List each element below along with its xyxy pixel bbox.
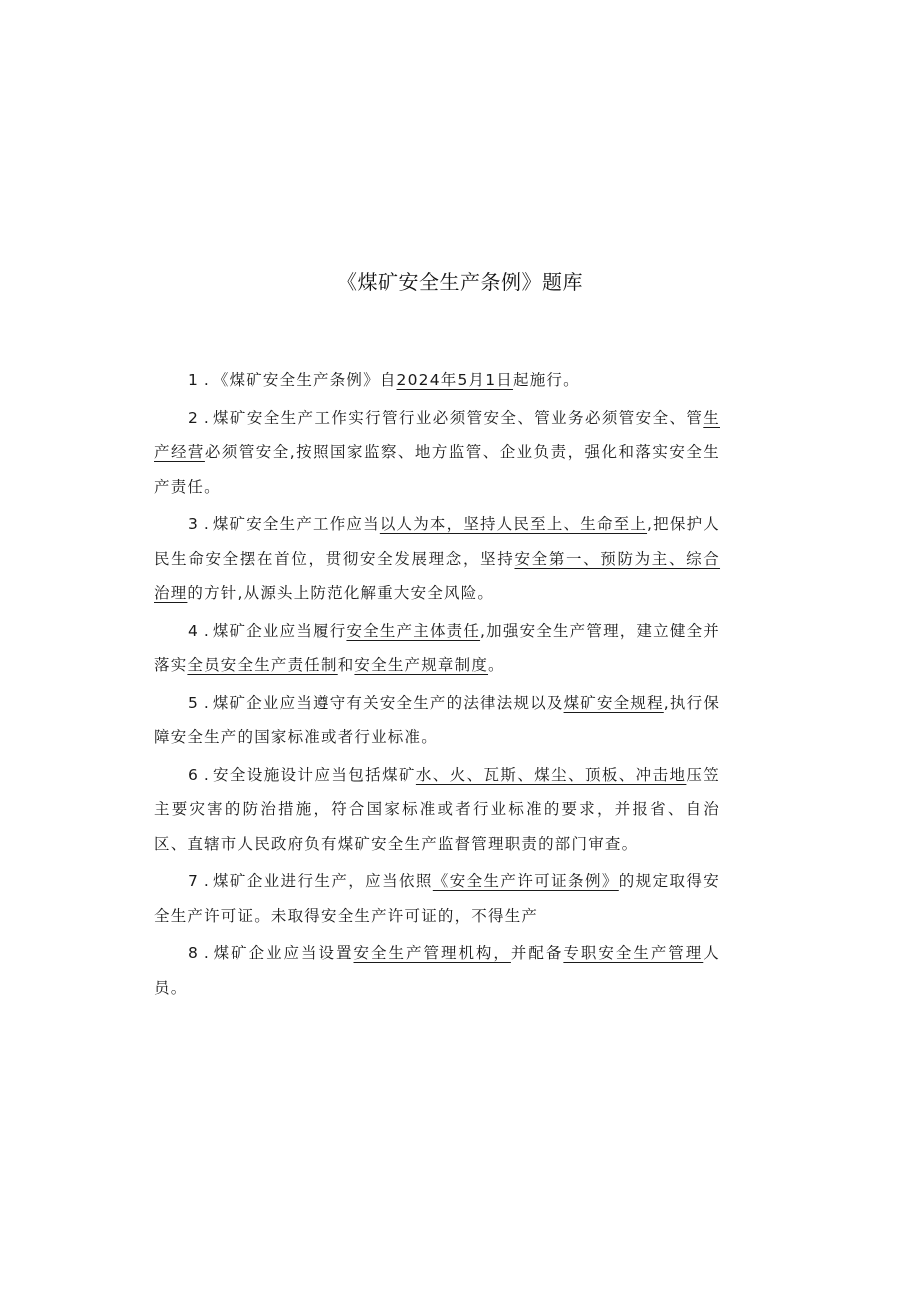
question-list	[154, 363, 720, 1008]
question-item	[154, 686, 720, 755]
question-number-separator: .	[203, 944, 209, 962]
question-text: ,把保护人民生命安全摆在首位，贯彻安全发展理念，坚持	[154, 515, 720, 568]
question-number-separator: .	[203, 765, 209, 784]
question-text: 的方针,从源头上防范化解重大安全风险。	[187, 584, 495, 602]
question-text: 人员。	[154, 944, 720, 997]
answer-blank: 安全生产管理机构，	[353, 944, 511, 962]
question-number: 7	[188, 872, 198, 890]
question-text: 《煤矿安全生产条例》自	[212, 371, 397, 389]
question-text: 。	[488, 656, 505, 674]
question-text: 煤矿安全生产工作实行管行业必须管安全、管业务必须管安全、管	[212, 408, 704, 427]
question-number: 4	[188, 621, 198, 640]
answer-blank: 安全生产规章制度	[354, 656, 489, 674]
question-number-separator: .	[203, 515, 209, 533]
question-item	[154, 363, 720, 398]
question-text: 煤矿企业进行生产，应当依照	[212, 872, 433, 890]
question-number-separator: .	[203, 872, 209, 890]
question-text: ,执行保障安全生产的国家标准或者行业标准。	[154, 693, 721, 746]
question-text: 煤矿企业应当遵守有关安全生产的法律法规以及	[212, 693, 564, 712]
question-item	[154, 758, 720, 862]
answer-blank: 生产经营	[154, 408, 720, 461]
question-text: 安全设施设计应当包括煤矿	[212, 765, 416, 784]
question-text: 压笠主要灾害的防治措施，符合国家标准或者行业标准的要求，并报省、自治区、直辖市人民政府负有煤矿安全生产监督管理职责的部门审查。	[154, 765, 720, 853]
question-item	[154, 864, 720, 933]
answer-blank: 水、火、瓦斯、煤尘、顶板、冲击地	[415, 765, 687, 784]
question-text: 和	[337, 656, 355, 674]
question-number: 1	[188, 371, 198, 389]
question-number-separator: .	[203, 693, 209, 712]
question-text: 煤矿安全生产工作应当	[212, 515, 380, 533]
question-text: 必须管安全,按照国家监察、地方监管、企业负责，强化和落实安全生产责任。	[154, 443, 720, 496]
answer-blank: 安全生产主体责任	[346, 621, 481, 640]
question-text: 并配备	[510, 944, 564, 962]
question-text: ,加强安全生产管理，建立健全并落实	[154, 621, 720, 674]
document-title: 《煤矿安全生产条例》题库	[337, 270, 583, 294]
question-text: 起施行。	[513, 371, 580, 389]
question-item	[154, 614, 720, 683]
question-number: 5	[188, 693, 198, 712]
answer-blank: 安全第一、预防为主、综合治理	[154, 549, 721, 602]
question-number: 6	[188, 765, 198, 784]
question-number-separator: .	[203, 371, 209, 389]
answer-blank: 全员安全生产责任制	[187, 656, 338, 674]
answer-blank: 2024年5月1日	[396, 371, 513, 389]
answer-blank: 《安全生产许可证条例》	[432, 872, 619, 890]
question-item	[154, 936, 720, 1005]
question-number: 8	[188, 944, 198, 962]
question-item	[154, 507, 720, 611]
question-text: 煤矿企业应当设置	[212, 944, 354, 962]
question-text: 煤矿企业应当履行	[212, 621, 347, 640]
answer-blank: 以人为本，坚持人民至上、生命至上	[379, 515, 648, 533]
answer-blank: 煤矿安全规程	[563, 693, 664, 712]
answer-blank: 专职安全生产管理	[563, 944, 704, 962]
question-text: 的规定取得安全生产许可证。未取得安全生产许可证的，不得生产	[154, 872, 720, 925]
question-number: 2	[188, 408, 198, 427]
question-number-separator: .	[203, 621, 209, 640]
question-item	[154, 401, 720, 505]
question-number-separator: .	[203, 408, 209, 427]
question-number: 3	[188, 515, 198, 533]
